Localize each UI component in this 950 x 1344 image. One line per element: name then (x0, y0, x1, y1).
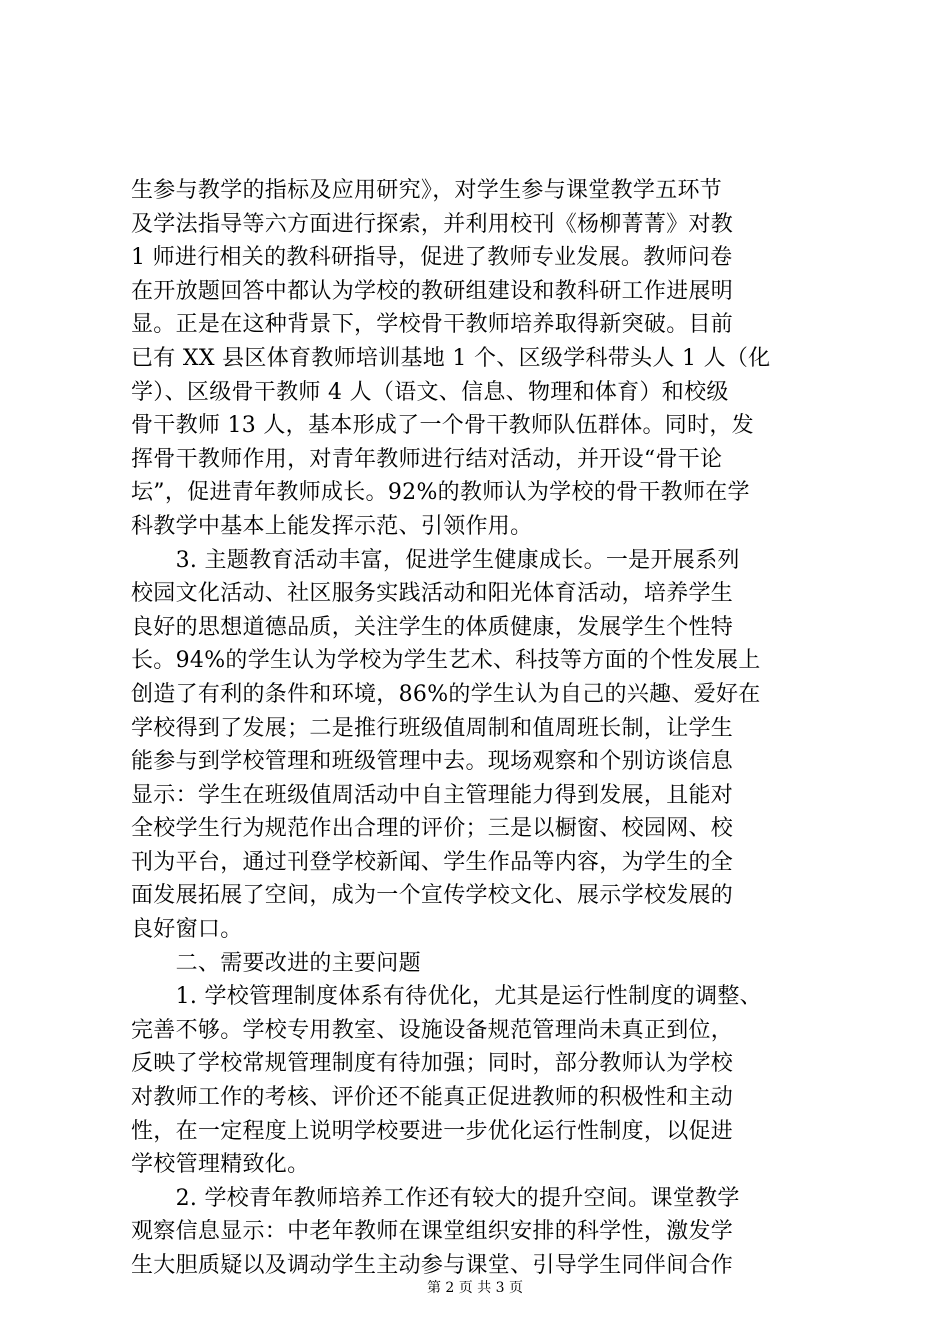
text-line: 良好的思想道德品质，关注学生的体质健康，发展学生个性特 (131, 614, 734, 640)
text-line: 骨干教师 13 人，基本形成了一个骨干教师队伍群体。同时，发 (131, 413, 754, 439)
text-line: 良好窗口。 (131, 917, 243, 943)
text-line: 反映了学校常规管理制度有待加强；同时，部分教师认为学校 (131, 1051, 734, 1077)
text-line: 1 师进行相关的教科研指导，促进了教师专业发展。教师问卷 (131, 245, 733, 271)
text-line: 已有 XX 县区体育教师培训基地 1 个、区级学科带头人 1 人（化 (131, 345, 771, 371)
text-line: 挥骨干教师作用，对青年教师进行结对活动，并开设“骨干论 (131, 446, 723, 472)
text-line: 在开放题回答中都认为学校的教研组建设和教科研工作进展明 (131, 278, 734, 304)
text-line: 创造了有利的条件和环境，86%的学生认为自己的兴趣、爱好在 (131, 681, 761, 707)
text-line: 性，在一定程度上说明学校要进一步优化运行性制度，以促进 (131, 1118, 734, 1144)
text-line: 能参与到学校管理和班级管理中去。现场观察和个别访谈信息 (131, 749, 734, 775)
text-line: 观察信息显示：中老年教师在课堂组织安排的科学性，激发学 (131, 1219, 734, 1245)
text-line: 面发展拓展了空间，成为一个宣传学校文化、展示学校发展的 (131, 883, 734, 909)
text-line: 显示：学生在班级值周活动中自主管理能力得到发展，且能对 (131, 782, 734, 808)
text-line: 显。正是在这种背景下，学校骨干教师培养取得新突破。目前 (131, 312, 734, 338)
text-line: 学校管理精致化。 (131, 1152, 310, 1178)
text-line: 二、需要改进的主要问题 (131, 950, 421, 976)
text-line: 刊为平台，通过刊登学校新闻、学生作品等内容，为学生的全 (131, 849, 734, 875)
text-line: 对教师工作的考核、评价还不能真正促进教师的积极性和主动 (131, 1085, 734, 1111)
text-line: 长。94%的学生认为学校为学生艺术、科技等方面的个性发展上 (131, 648, 761, 674)
text-line: 全校学生行为规范作出合理的评价；三是以橱窗、校园网、校 (131, 816, 734, 842)
text-line: 生参与教学的指标及应用研究》，对学生参与课堂教学五环节 (131, 178, 723, 203)
text-line: 及学法指导等六方面进行探索，并利用校刊《杨柳菁菁》对教 (131, 211, 734, 237)
text-line: 3. 主题教育活动丰富，促进学生健康成长。一是开展系列 (131, 547, 740, 573)
text-line: 坛”，促进青年教师成长。92%的教师认为学校的骨干教师在学 (131, 480, 750, 506)
text-line: 学校得到了发展；二是推行班级值周制和值周班长制，让学生 (131, 715, 734, 741)
text-line: 科教学中基本上能发挥示范、引领作用。 (131, 513, 533, 539)
page-footer: 第 2 页 共 3 页 (426, 1280, 524, 1296)
text-line: 2. 学校青年教师培养工作还有较大的提升空间。课堂教学 (131, 1185, 740, 1211)
text-line: 完善不够。学校专用教室、设施设备规范管理尚未真正到位， (131, 1017, 734, 1043)
text-line: 校园文化活动、社区服务实践活动和阳光体育活动，培养学生 (131, 581, 734, 607)
text-line: 1. 学校管理制度体系有待优化，尤其是运行性制度的调整、 (131, 984, 762, 1010)
body-text (131, 174, 821, 1283)
text-line: 生大胆质疑以及调动学生主动参与课堂、引导学生同伴间合作 (131, 1253, 734, 1278)
text-line: 学）、区级骨干教师 4 人（语文、信息、物理和体育）和校级 (131, 379, 729, 405)
